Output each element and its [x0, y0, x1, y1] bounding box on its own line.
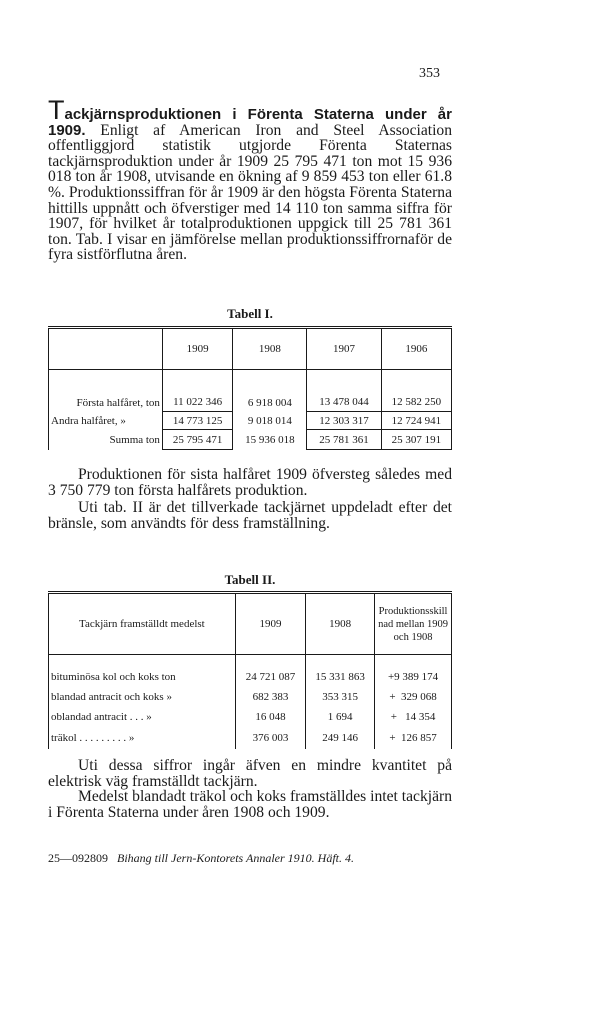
table2-diff-cell: + 329 068	[375, 687, 452, 707]
intro-paragraph	[48, 95, 452, 264]
table1-header-row	[49, 328, 452, 370]
paragraph: Medelst blandadt träkol och koks framställdes intet tackjärn i Förenta Staterna under åren 1908 och 1909.	[48, 788, 452, 821]
table1-row-label: Summa ton	[49, 430, 163, 450]
text-block-2	[48, 467, 452, 531]
table1-col-1907: 1907	[307, 328, 381, 370]
table-row	[49, 667, 452, 687]
paragraph: Uti dessa siffror ingår äfven en mindre kvantitet på elektrisk väg framställdt tackjärn.	[48, 757, 452, 790]
table1-cell: 25 781 361	[307, 430, 381, 450]
table1-section	[48, 306, 452, 322]
table1-col-1909: 1909	[162, 328, 232, 370]
table2-col-1909: 1909	[235, 593, 305, 655]
table2-cell: 249 146	[306, 727, 375, 749]
table-row	[49, 707, 452, 727]
table1-cell: 25 795 471	[162, 430, 232, 450]
table2-cell: 682 383	[235, 687, 305, 707]
table2-wrapper	[48, 591, 452, 749]
table1-cell: 6 918 004	[233, 394, 307, 412]
table2-diff-cell: + 126 857	[375, 727, 452, 749]
table2-diff-cell: +9 389 174	[375, 667, 452, 687]
table2-col-label: Tackjärn framställdt medelst	[49, 593, 236, 655]
printer-signature: 25—092809	[48, 851, 108, 865]
table1	[48, 326, 452, 450]
table1-cell: 12 303 317	[307, 412, 381, 430]
table2-row-label: bituminösa kol och koks ton	[49, 667, 236, 687]
table-row	[49, 430, 452, 450]
table2-title: Tabell II.	[224, 572, 276, 587]
table-row	[49, 727, 452, 749]
section-heading: ackjärnsproduktionen i Förenta Staterna under år 1909.	[48, 106, 452, 139]
table2-cell: 16 048	[235, 707, 305, 727]
text-block-3	[48, 758, 452, 820]
table2-cell: 376 003	[235, 727, 305, 749]
intro-section	[48, 95, 452, 264]
table1-cell: 25 307 191	[381, 430, 451, 450]
table1-cell: 14 773 125	[162, 412, 232, 430]
table2-diff-cell: + 14 354	[375, 707, 452, 727]
table1-cell: 13 478 044	[307, 394, 381, 412]
table1-cell: 9 018 014	[233, 412, 307, 430]
page-number: 353	[419, 66, 440, 81]
table2-row-label: träkol . . . . . . . . . »	[49, 727, 236, 749]
drop-cap: T	[48, 95, 65, 125]
table2-cell: 24 721 087	[235, 667, 305, 687]
table1-col-1906: 1906	[381, 328, 451, 370]
table-row	[49, 394, 452, 412]
publication-title: Bihang till Jern-Kontorets Annaler 1910. Häft. 4.	[117, 851, 354, 865]
table1-col-1908: 1908	[233, 328, 307, 370]
table1-cell: 12 582 250	[381, 394, 451, 412]
table1-title: Tabell I.	[227, 306, 273, 321]
table1-cell: 15 936 018	[233, 430, 307, 450]
paragraph: Produktionen för sista halfåret 1909 öfversteg således med 3 750 779 ton första halfårets produktion.	[48, 466, 452, 499]
table2-col-1908: 1908	[306, 593, 375, 655]
table1-cell: 11 022 346	[162, 394, 232, 412]
table-row	[49, 687, 452, 707]
table1-row-label: Andra halfåret, »	[49, 412, 163, 430]
table2-header-row	[49, 593, 452, 655]
table2-cell: 1 694	[306, 707, 375, 727]
table2-section	[48, 572, 452, 588]
table2	[48, 591, 452, 749]
page-footer	[48, 851, 452, 866]
table2-col-diff: Produktionsskillnad mellan 1909 och 1908	[375, 593, 452, 655]
table2-row-label: blandad antracit och koks »	[49, 687, 236, 707]
table2-row-label: oblandad antracit . . . »	[49, 707, 236, 727]
table1-cell: 12 724 941	[381, 412, 451, 430]
table-row	[49, 412, 452, 430]
table1-wrapper	[48, 326, 452, 450]
table2-cell: 15 331 863	[306, 667, 375, 687]
paragraph: Uti tab. II är det tillverkade tackjärnet uppdeladt efter det bränsle, som användts för dess framställning.	[48, 499, 452, 532]
table2-cell: 353 315	[306, 687, 375, 707]
table1-row-label: Första halfåret, ton	[49, 394, 163, 412]
intro-body: Enligt af American Iron and Steel Association offentliggjord statistik utgjorde Förenta Staternas tackjärnsproduktion under år 1909 25 795 471 ton mot 15 936 018 ton år 1908, utvisande en ökning af 9 859 453 ton eller 61.8 %. Produktionssiffran för år 1909 är den högsta Förenta Staterna hittills uppnått och öfverstiger med 14 110 ton samma siffra för 1907, för hvilket år totalproduktionen uppgick till 25 781 361 ton. Tab. I visar en jämförelse mellan produktionssiffrornaför de fyra sistförflutna åren.	[48, 121, 452, 264]
